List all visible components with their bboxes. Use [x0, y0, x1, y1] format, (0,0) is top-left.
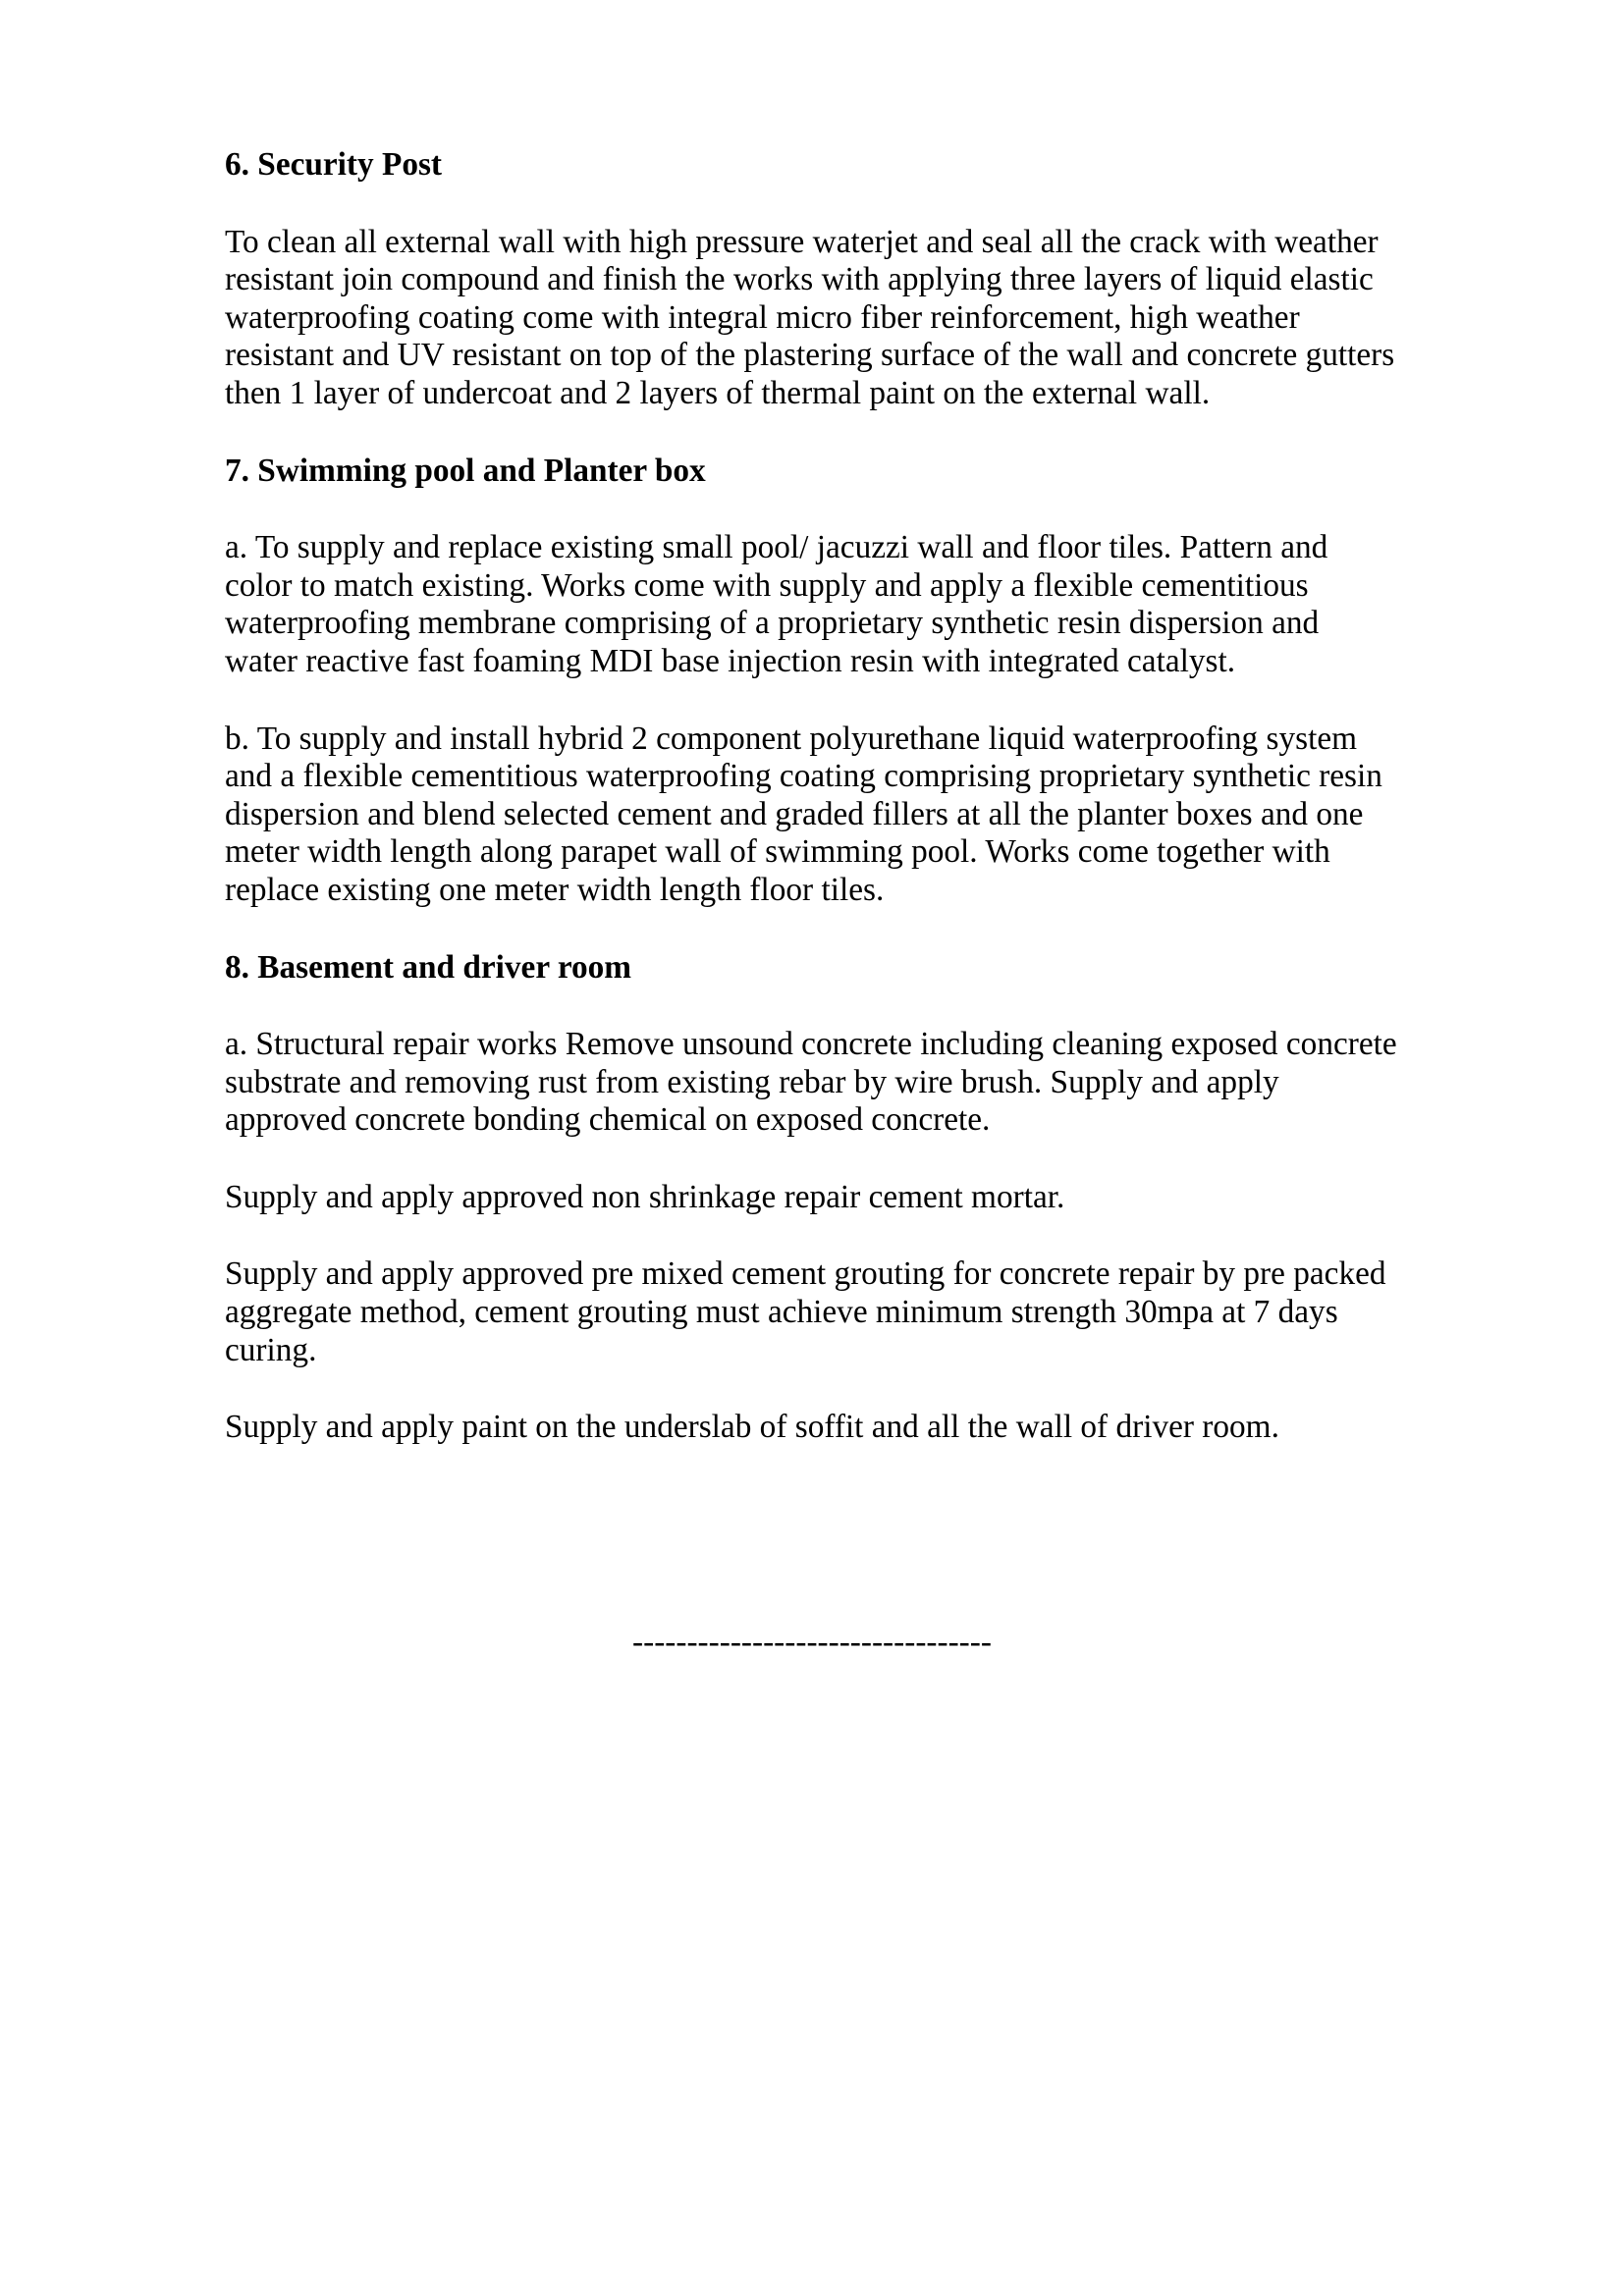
section-heading-swimming-pool-planter-box: 7. Swimming pool and Planter box	[225, 452, 706, 489]
section-heading-security-post: 6. Security Post	[225, 146, 443, 183]
paragraph-pool-tiles: a. To supply and replace existing small pool/ jacuzzi wall and floor tiles. Pattern and color to match existing. Works come with supply and apply a flexible cementitious waterproofing membrane comprising of a proprietary synthetic resin dispersion and water reactive fast foaming MDI base injection resin with integrated catalyst.	[225, 529, 1328, 679]
separator-dashes: ---------------------------------	[632, 1623, 992, 1660]
paragraph-repair-cement-mortar: Supply and apply approved non shrinkage repair cement mortar.	[225, 1178, 1065, 1215]
paragraph-planter-waterproofing: b. To supply and install hybrid 2 component polyurethane liquid waterproofing system and a flexible cementitious waterproofing coating comprising proprietary synthetic resin dispersion and blend selected cement and graded fillers at all the planter boxes and one meter width length along parapet wall of swimming pool. Works come together with replace existing one meter width length floor tiles.	[225, 720, 1382, 908]
paragraph-structural-repair: a. Structural repair works Remove unsound concrete including cleaning exposed concrete substrate and removing rust from existing rebar by wire brush. Supply and apply approved concrete bonding chemical on exposed concrete.	[225, 1026, 1397, 1139]
section-heading-basement-driver-room: 8. Basement and driver room	[225, 948, 632, 986]
section-security-post	[225, 146, 1399, 413]
section-swimming-pool-planter-box	[225, 453, 1399, 910]
paragraph-paint-underslab: Supply and apply paint on the underslab of soffit and all the wall of driver room.	[225, 1409, 1279, 1446]
section-basement-driver-room	[225, 949, 1399, 1447]
paragraph-security-post: To clean all external wall with high pressure waterjet and seal all the crack with weather resistant join compound and finish the works with applying three layers of liquid elastic waterproofing coating come with integral micro fiber reinforcement, high weather resistant and UV resistant on top of the plastering surface of the wall and concrete gutters then 1 layer of undercoat and 2 layers of thermal paint on the external wall.	[225, 223, 1395, 411]
paragraph-cement-grouting: Supply and apply approved pre mixed cement grouting for concrete repair by pre packed aggregate method, cement grouting must achieve minimum strength 30mpa at 7 days curing.	[225, 1255, 1386, 1368]
